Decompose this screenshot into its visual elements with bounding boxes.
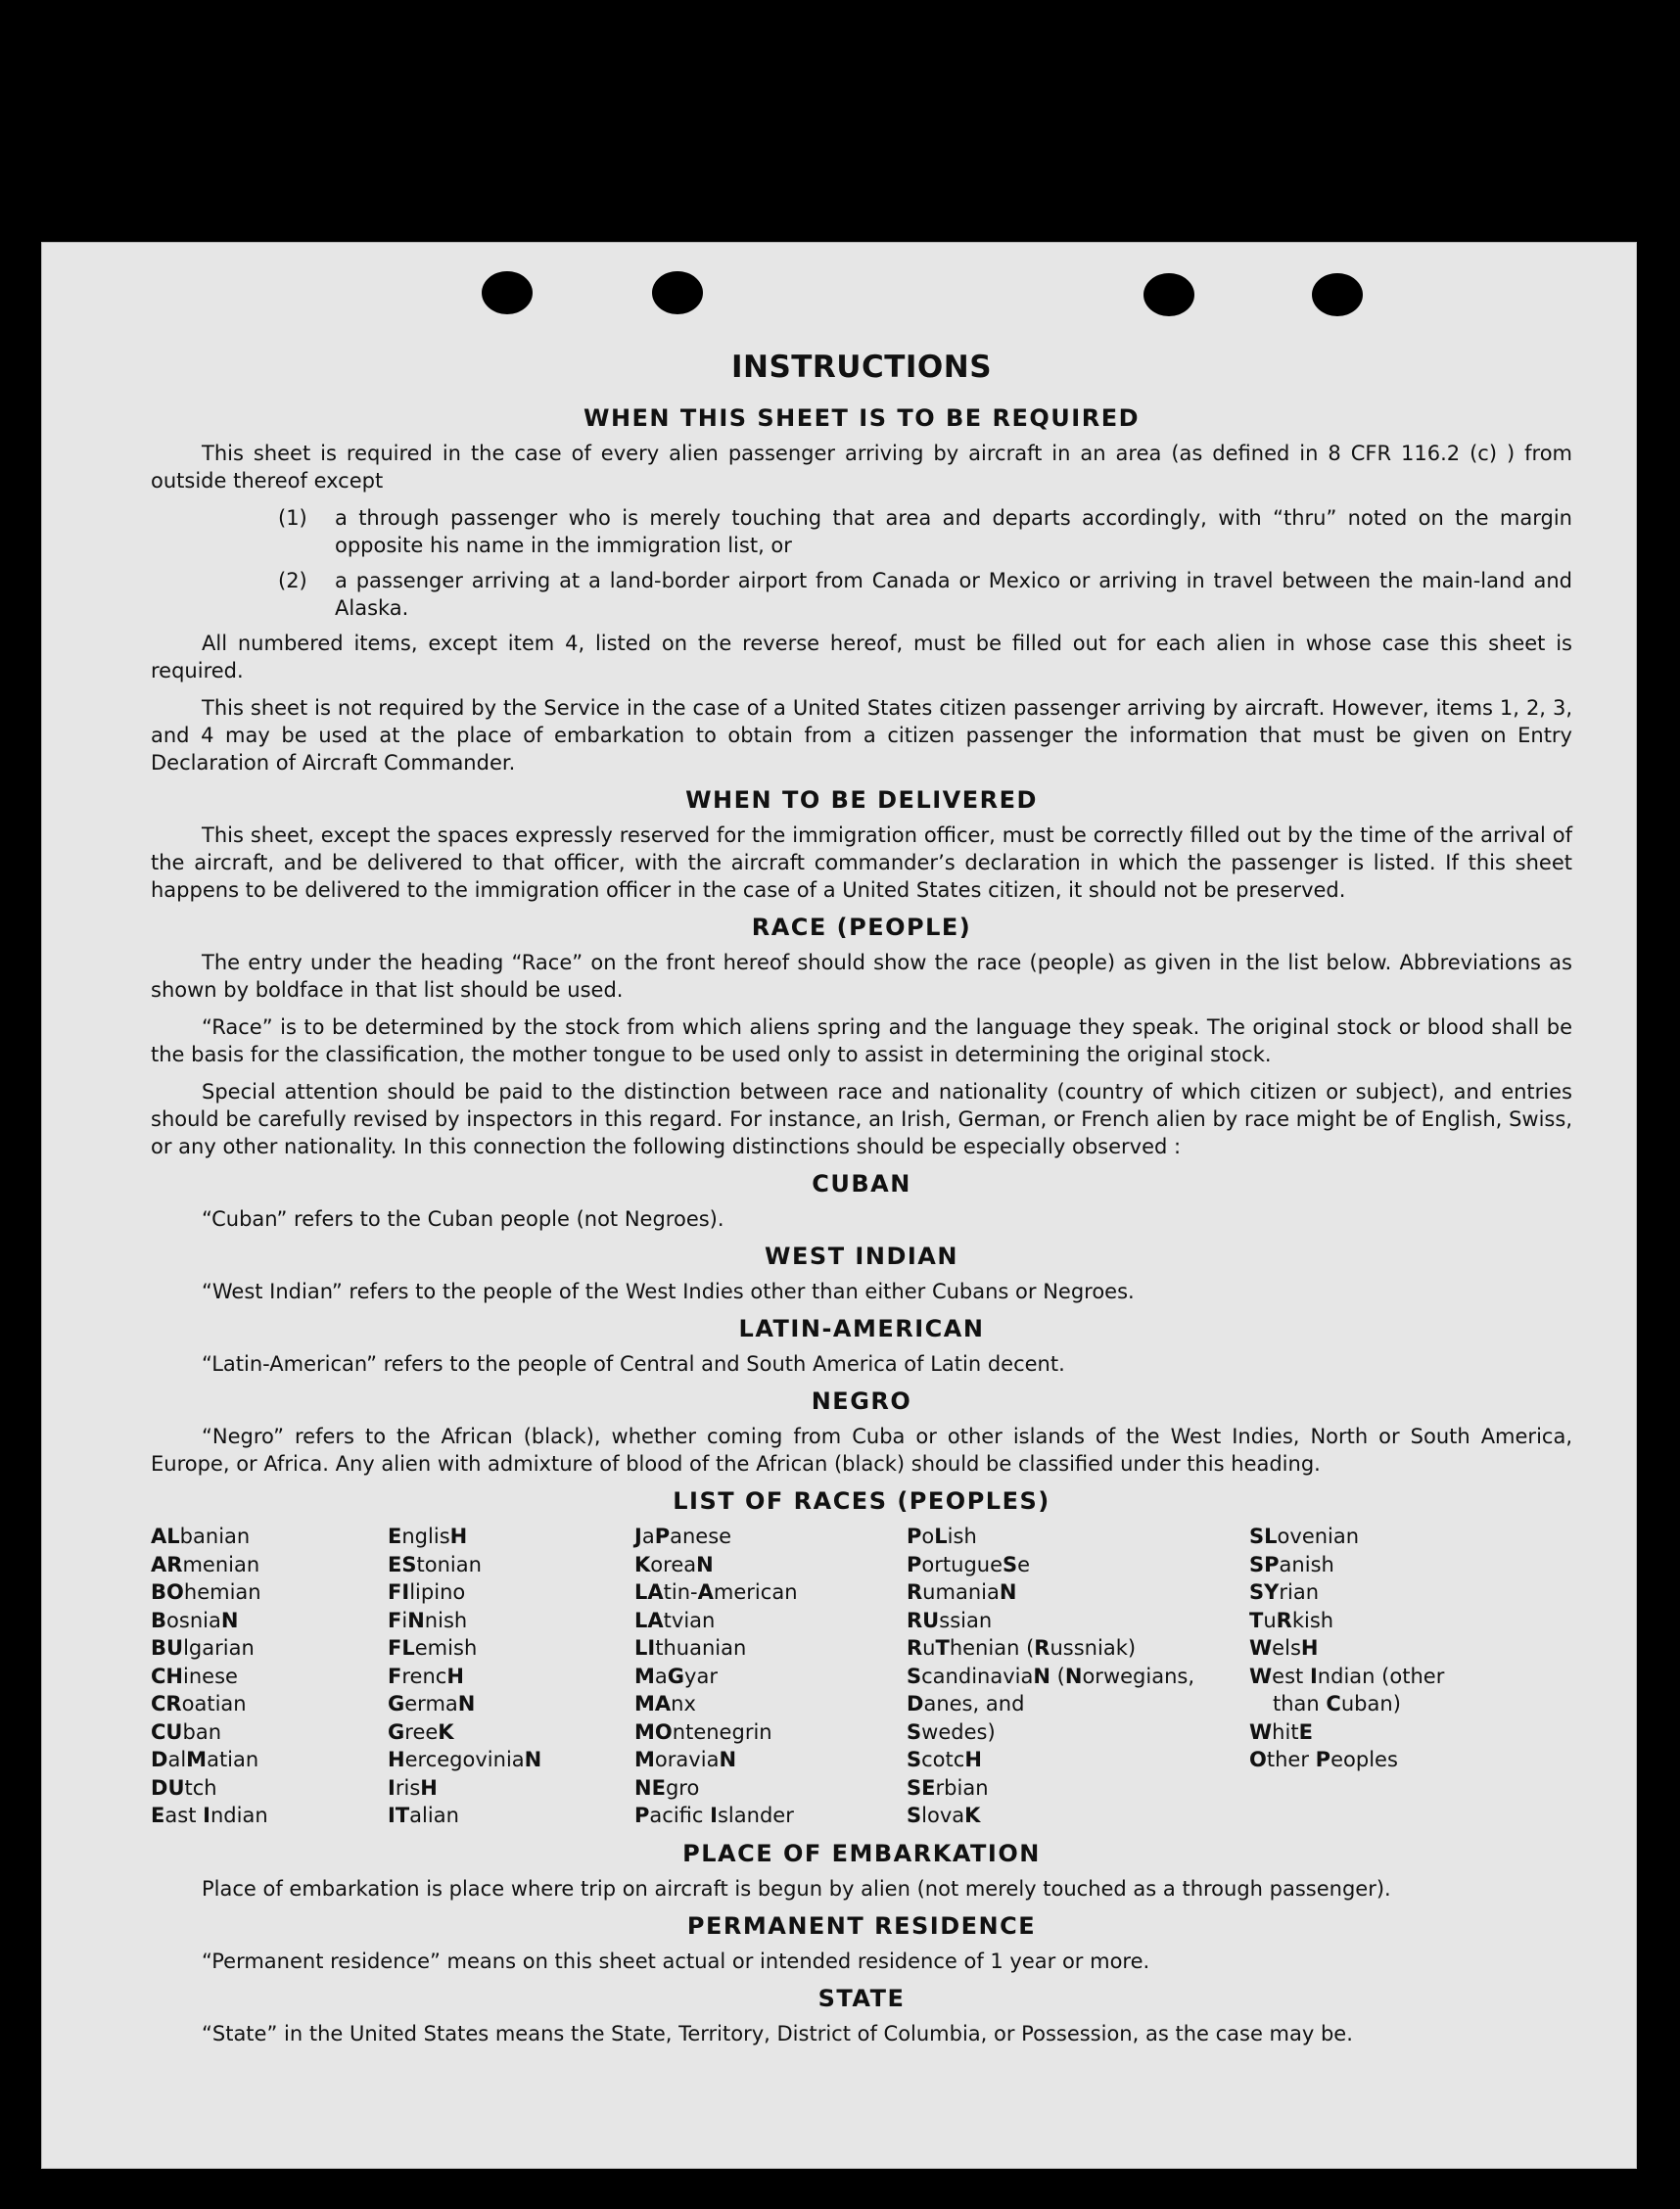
race-entry: SPanish [1249, 1552, 1334, 1576]
punch-hole [482, 271, 533, 314]
race-entry: LIthuanian [634, 1636, 747, 1660]
race-entry: FiNnish [388, 1608, 468, 1632]
paragraph: “Permanent residence” means on this sheet actual or intended residence of 1 year or more. [202, 1949, 1150, 1973]
race-entry: NEgro [634, 1775, 700, 1800]
race-column [1249, 1523, 1572, 1830]
section-heading: PLACE OF EMBARKATION [682, 1839, 1041, 1867]
race-entry: Pacifc Islander [634, 1804, 794, 1827]
race-entry: Danes, and [907, 1692, 1025, 1716]
race-entry: DUtch [151, 1775, 217, 1800]
punch-hole [652, 271, 703, 314]
race-entry: SLovenian [1249, 1525, 1360, 1548]
punch-hole [1312, 273, 1363, 316]
race-entry: PortugueSe [907, 1552, 1031, 1576]
race-entry: SErbian [907, 1775, 989, 1800]
race-entry: HercegoviniaN [388, 1748, 542, 1771]
race-entry: than Cuban) [1273, 1692, 1401, 1716]
race-entry: MaGyar [634, 1664, 718, 1688]
race-entry: FrencH [388, 1664, 464, 1688]
paragraph: Special attention should be paid to the distinction between race and nationality (country of which citizen or subject), and entries should be carefully revised by inspectors in this regard. For instance, an Irish, German, or French alien by race might be of English, Swiss, or any other nationality. In this connection the following distinctions should be especially observed : [151, 1080, 1572, 1158]
race-column [907, 1523, 1249, 1830]
race-entry: CUban [151, 1719, 222, 1744]
item-text: a through passenger who is merely touching that area and departs accordingly, with “thru” noted on the margin opposite his name in the immigration list, or [335, 506, 1572, 557]
section-heading: WEST INDIAN [765, 1243, 958, 1270]
page-title: INSTRUCTIONS [730, 350, 993, 385]
race-entry: FIlipino [388, 1580, 466, 1604]
race-entry: EnglisH [388, 1525, 468, 1548]
race-entry: FLemish [388, 1636, 478, 1660]
race-entry: MAnx [634, 1692, 696, 1716]
race-entry: SYrian [1249, 1580, 1320, 1604]
race-column [388, 1523, 634, 1830]
race-entry: DalMatian [151, 1748, 259, 1771]
race-entry: GreeK [388, 1719, 454, 1744]
race-entry: IrisH [388, 1775, 438, 1800]
race-entry: BUlgarian [151, 1636, 255, 1660]
paragraph: All numbered items, except item 4, listed on the reverse hereof, must be filled out for each alien in whose case this sheet is required. [151, 632, 1572, 682]
item-text: a passenger arriving at a land-border airport from Canada or Mexico or arriving in travel between the main-land and Alaska. [335, 569, 1572, 620]
section-heading: NEGRO [811, 1387, 912, 1415]
race-entry: MOntenegrin [634, 1719, 772, 1744]
race-entry: WelsH [1249, 1636, 1319, 1660]
race-entry: East Indian [151, 1804, 268, 1827]
race-entry: WhitE [1249, 1719, 1313, 1744]
section-heading: WHEN THIS SHEET IS TO BE REQUIRED [583, 404, 1141, 432]
race-entry: SlovaK [907, 1804, 981, 1827]
paragraph: “Cuban” refers to the Cuban people (not Negroes). [202, 1207, 724, 1231]
race-entry: PoLish [907, 1525, 977, 1548]
race-entry: BOhemian [151, 1580, 261, 1604]
race-entry: JaPanese [634, 1525, 732, 1548]
race-entry: KoreaN [634, 1552, 714, 1576]
document-sheet [41, 242, 1637, 2169]
race-entry: RumaniaN [907, 1580, 1017, 1604]
paragraph: This sheet is not required by the Service in the case of a United States citizen passenger arriving by aircraft. However, items 1, 2, 3, and 4 may be used at the place of embarkation to obtain from a citizen passenger the information that must be given on Entry Declaration of Aircraft Commander. [151, 696, 1572, 775]
item-number: (2) [278, 569, 307, 592]
document-content [151, 350, 1572, 2057]
paragraph: “Negro” refers to the African (black), whether coming from Cuba or other islands of the West Indies, North or South America, Europe, or Africa. Any alien with admixture of blood of the African (black) should be classified under this heading. [151, 1425, 1572, 1476]
list-item [278, 567, 1572, 622]
punch-hole [1143, 273, 1194, 316]
paragraph: This sheet is required in the case of every alien passenger arriving by aircraft in an area (as defined in 8 CFR 116.2 (c) ) from outside thereof except [151, 442, 1572, 493]
race-entry: Other Peoples [1249, 1748, 1398, 1771]
race-entry: ScotcH [907, 1748, 982, 1771]
section-heading: RACE (PEOPLE) [751, 914, 972, 941]
section-heading: PERMANENT RESIDENCE [686, 1911, 1037, 1940]
race-entry: MoraviaN [634, 1748, 737, 1771]
race-column [151, 1523, 388, 1830]
race-list [151, 1523, 1572, 1830]
race-entry: CHinese [151, 1664, 238, 1688]
race-entry: RUssian [907, 1608, 993, 1632]
race-entry: TuRkish [1249, 1608, 1334, 1632]
race-entry: Swedes) [907, 1719, 996, 1744]
race-entry: ScandinaviaN (Norwegians, [907, 1664, 1195, 1688]
race-entry: ITalian [388, 1804, 459, 1827]
race-entry: ALbanian [151, 1525, 251, 1548]
race-column [634, 1523, 907, 1830]
race-entry: EStonian [388, 1552, 482, 1576]
race-entry: BosniaN [151, 1608, 239, 1632]
section-heading: LIST OF RACES (PEOPLES) [673, 1487, 1050, 1515]
race-entry: RuThenian (Russniak) [907, 1636, 1137, 1660]
race-entry: LAtvian [634, 1608, 716, 1632]
section-heading: STATE [817, 1984, 906, 2012]
paragraph: This sheet, except the spaces expressly reserved for the immigration officer, must be correctly filled out by the time of the arrival of the aircraft, and be delivered to that officer, with the aircraft commander’s declaration in which the passenger is listed. If this sheet happens to be delivered to the immigration officer in the case of a United States citizen, it should not be preserved. [151, 823, 1572, 902]
section-heading: CUBAN [812, 1170, 911, 1198]
paragraph: “Latin-American” refers to the people of Central and South America of Latin decent. [202, 1352, 1065, 1376]
item-number: (1) [278, 506, 307, 530]
paragraph: “State” in the United States means the State, Territory, District of Columbia, or Possession, as the case may be. [202, 2021, 1353, 2045]
paragraph: The entry under the heading “Race” on the front hereof should show the race (people) as given in the list below. Abbreviations as shown by boldface in that list should be used. [151, 951, 1572, 1002]
list-item [278, 504, 1572, 559]
paragraph: Place of embarkation is place where trip on aircraft is begun by alien (not merely touched as a through passenger). [202, 1876, 1391, 1901]
paragraph: “Race” is to be determined by the stock from which aliens spring and the language they speak. The original stock or blood shall be the basis for the classification, the mother tongue to be used only to assist in determining the original stock. [151, 1015, 1572, 1066]
section-heading: LATIN-AMERICAN [738, 1315, 985, 1342]
race-entry: ARmenian [151, 1552, 260, 1576]
section-heading: WHEN TO BE DELIVERED [685, 786, 1038, 814]
race-entry: CRoatian [151, 1692, 247, 1716]
race-entry: West Indian (other [1249, 1664, 1445, 1688]
race-entry: GermaN [388, 1692, 476, 1716]
race-entry: LAtin-American [634, 1580, 798, 1604]
paragraph: “West Indian” refers to the people of the West Indies other than either Cubans or Negroes. [202, 1280, 1135, 1303]
